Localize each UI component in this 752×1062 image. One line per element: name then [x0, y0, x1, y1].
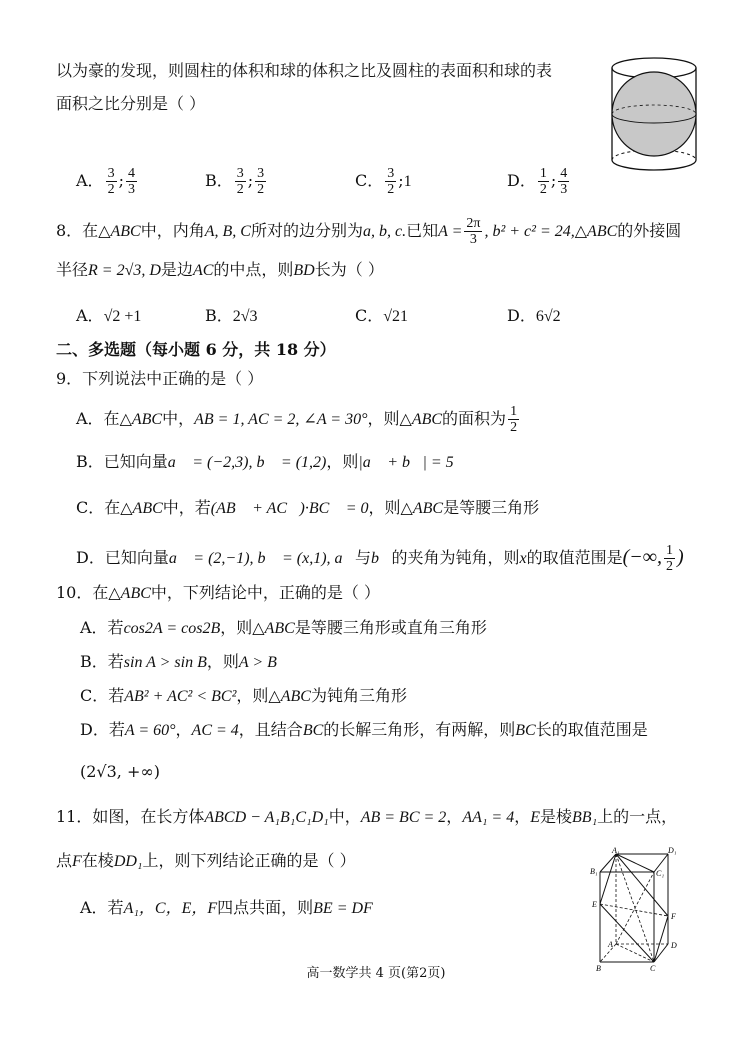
- q10-option-d[interactable]: D．若A = 60°，AC = 4，且结合BC的长解三角形，有两解，则BC长的取值范围是: [80, 720, 648, 739]
- q7-line-2: 面积之比分别是（ ）: [56, 94, 206, 113]
- fig-label-d1: D₁: [668, 846, 677, 855]
- q8-option-c[interactable]: C．√21: [355, 306, 409, 325]
- q8-line-1: 8．在△ABC中，内角A, B, C所对的边分别为a, b, c.已知A = $\frac{2\pi}{3}$ , b² + c² = 24,△ABC的外接圆: [56, 216, 682, 247]
- q9-option-a[interactable]: A．在△ABC中，AB = 1, AC = 2, ∠A = 30°，则△ABC的面积为 $\frac{1}{2}$: [76, 404, 518, 435]
- q10-stem: 10．在△ABC中，下列结论中，正确的是（ ）: [56, 583, 380, 602]
- q8-option-b[interactable]: B．2√3: [205, 306, 258, 325]
- q10-option-b[interactable]: B．若sin A > sin B，则A > B: [80, 652, 277, 671]
- fig-label-f: F: [671, 912, 676, 921]
- q7-option-c[interactable]: C． $\frac{3}{2}$ ;1: [355, 166, 412, 197]
- q7-line-1: 以为豪的发现，则圆柱的体积和球的体积之比及圆柱的表面积和球的表: [56, 61, 553, 80]
- q8-option-d[interactable]: D．6√2: [507, 306, 561, 325]
- fig-label-b: B: [596, 964, 601, 973]
- q7-option-a[interactable]: A． $\frac{3}{2}$ ; $\frac{4}{3}$: [76, 166, 135, 197]
- fig-label-c1: C₁: [656, 869, 665, 878]
- fig-label-c: C: [650, 964, 656, 973]
- fig-label-a: A: [608, 940, 613, 949]
- cuboid-figure: [588, 846, 698, 974]
- q9-option-d[interactable]: D．已知向量a⃗ = (2,−1), b⃗ = (x,1), a⃗与b⃗的夹角为钝角，则x的取值范围是(−∞, $\frac{1}{2}$ ): [76, 543, 684, 574]
- q11-line-2: 点F在棱DD₁上，则下列结论正确的是（ ）: [56, 851, 356, 870]
- section-heading-multi-choice: 二、多选题（每小题 6 分，共 18 分）: [56, 340, 336, 359]
- fig-label-d: D: [671, 941, 677, 950]
- q8-option-a[interactable]: A．√2 +1: [76, 306, 142, 325]
- q9-option-b[interactable]: B．已知向量a⃗ = (−2,3), b⃗ = (1,2)，则|a⃗ + b⃗| = 5: [76, 452, 454, 471]
- q9-stem: 9．下列说法中正确的是（ ）: [56, 369, 264, 388]
- fig-label-e: E: [592, 900, 597, 909]
- q9-option-c[interactable]: C．在△ABC中，若(AB⃗ + AC⃗)·BC⃗ = 0，则△ABC是等腰三角形: [76, 498, 540, 517]
- page-footer: 高一数学共 4 页(第2页): [306, 966, 446, 981]
- q8-line-2: 半径R = 2√3, D是边AC的中点，则BD长为（ ）: [56, 260, 384, 279]
- q10-option-d-range: (2√3, +∞): [80, 762, 160, 781]
- q7-option-b[interactable]: B． $\frac{3}{2}$ ; $\frac{3}{2}$: [205, 166, 265, 197]
- q11-option-a[interactable]: A．若A₁，C，E，F四点共面，则BE = DF: [80, 898, 373, 917]
- cylinder-sphere-figure: [606, 52, 702, 180]
- q11-line-1: 11．如图，在长方体ABCD − A₁B₁C₁D₁中，AB = BC = 2，AA₁ = 4，E是棱BB₁上的一点，: [56, 807, 678, 826]
- q10-option-c[interactable]: C．若AB² + AC² < BC²，则△ABC为钝角三角形: [80, 686, 407, 705]
- q7-option-d[interactable]: D． $\frac{1}{2}$ ; $\frac{4}{3}$: [507, 166, 568, 197]
- fig-label-a1: A₁: [612, 846, 620, 855]
- fig-label-b1: B₁: [590, 867, 598, 876]
- q10-option-a[interactable]: A．若cos2A = cos2B，则△ABC是等腰三角形或直角三角形: [80, 618, 487, 637]
